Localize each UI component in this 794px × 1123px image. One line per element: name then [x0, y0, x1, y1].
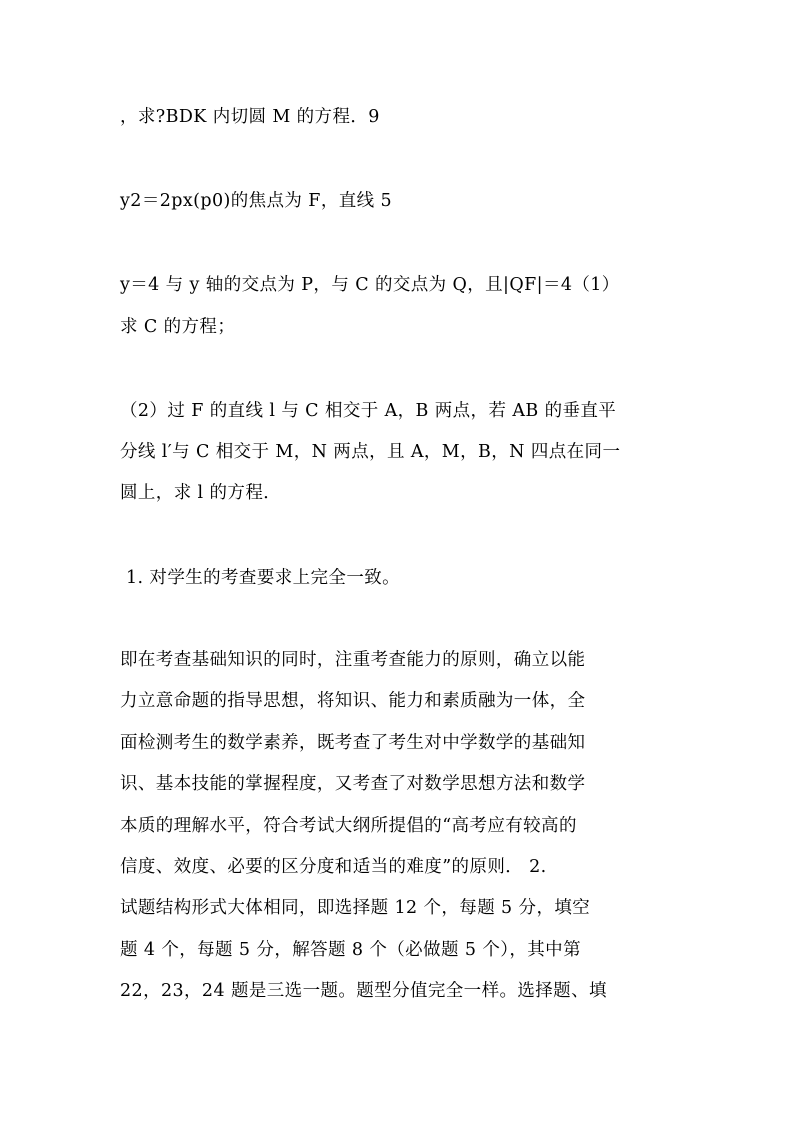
text-line: 信度、效度、必要的区分度和适当的难度”的原则． 2. — [120, 857, 547, 877]
text-line: 求 C 的方程； — [120, 317, 236, 337]
text-line: 力立意命题的指导思想，将知识、能力和素质融为一体，全 — [120, 691, 586, 711]
text-line: y2＝2px(p0)的焦点为 F，直线 5 — [120, 191, 393, 211]
text-line: y＝4 与 y 轴的交点为 P，与 C 的交点为 Q，且|QF|＝4（1） — [120, 275, 620, 295]
text-line: 面检测考生的数学素养，既考查了考生对中学数学的基础知 — [120, 733, 586, 753]
text-line: 本质的理解水平，符合考试大纲所提倡的“高考应有较高的 — [120, 816, 577, 836]
text-line: （2）过 F 的直线 l 与 C 相交于 A，B 两点，若 AB 的垂直平 — [120, 401, 617, 421]
text-line: 识、基本技能的掌握程度，又考查了对数学思想方法和数学 — [120, 774, 586, 794]
text-line: ，求?BDK 内切圆 M 的方程．9 — [120, 107, 380, 127]
text-line: 即在考查基础知识的同时，注重考查能力的原则，确立以能 — [120, 650, 586, 670]
text-line: 圆上，求 l 的方程． — [120, 483, 282, 503]
text-line: 1. 对学生的考查要求上完全一致。 — [120, 568, 401, 588]
text-line: 试题结构形式大体相同，即选择题 12 个，每题 5 分，填空 — [120, 898, 591, 918]
text-line: 题 4 个，每题 5 分，解答题 8 个（必做题 5 个），其中第 — [120, 940, 581, 960]
text-line: 22，23，24 题是三选一题。题型分值完全一样。选择题、填 — [120, 981, 607, 1001]
text-line: 分线 l′与 C 相交于 M，N 两点，且 A，M，B，N 四点在同一 — [120, 442, 621, 462]
